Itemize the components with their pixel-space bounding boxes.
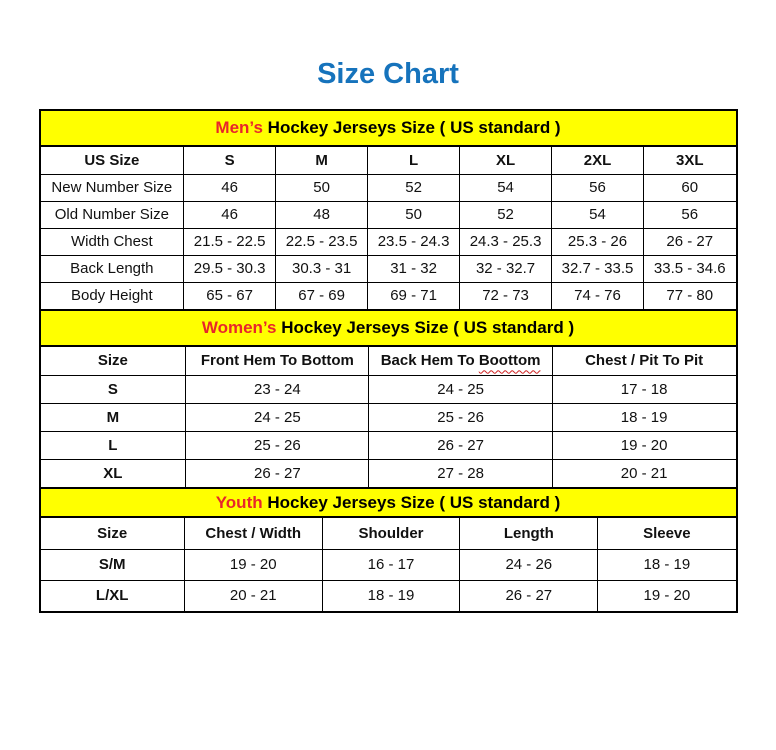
row-label: L — [41, 431, 186, 459]
column-header: Back Hem To Boottom — [369, 347, 552, 375]
mens-section — [39, 109, 738, 311]
cell: 52 — [368, 174, 460, 201]
womens-size-table — [41, 347, 736, 487]
row-label: Old Number Size — [41, 201, 184, 228]
cell: 29.5 - 30.3 — [184, 255, 276, 282]
cell: 19 - 20 — [552, 431, 735, 459]
cell: 17 - 18 — [552, 375, 735, 403]
column-header: Shoulder — [322, 518, 460, 549]
cell: 24 - 26 — [460, 549, 598, 580]
table-row — [41, 580, 736, 611]
cell: 46 — [184, 174, 276, 201]
table-row — [41, 174, 736, 201]
youth-section — [39, 489, 738, 613]
table-row — [41, 549, 736, 580]
cell: 50 — [276, 174, 368, 201]
column-header: Size — [41, 518, 185, 549]
cell: 54 — [460, 174, 552, 201]
cell: 77 - 80 — [644, 282, 736, 309]
cell: 18 - 19 — [322, 580, 460, 611]
row-label: M — [41, 403, 186, 431]
cell: 26 - 27 — [369, 431, 552, 459]
cell: 33.5 - 34.6 — [644, 255, 736, 282]
table-row — [41, 282, 736, 309]
table-row — [41, 255, 736, 282]
cell: 56 — [644, 201, 736, 228]
cell: 20 - 21 — [184, 580, 322, 611]
column-header: S — [184, 147, 276, 174]
column-header: Chest / Width — [184, 518, 322, 549]
womens-section-title — [41, 311, 736, 347]
cell: 46 — [184, 201, 276, 228]
womens-header-row — [41, 347, 736, 375]
youth-section-title — [41, 489, 736, 518]
cell: 25.3 - 26 — [552, 228, 644, 255]
column-header: 3XL — [644, 147, 736, 174]
cell: 25 - 26 — [186, 431, 369, 459]
row-label: L/XL — [41, 580, 185, 611]
cell: 18 - 19 — [552, 403, 735, 431]
cell: 25 - 26 — [369, 403, 552, 431]
mens-title-rest: Hockey Jerseys Size ( US standard ) — [262, 118, 561, 137]
column-header: Chest / Pit To Pit — [552, 347, 735, 375]
cell: 24 - 25 — [186, 403, 369, 431]
cell: 56 — [552, 174, 644, 201]
size-chart-page — [0, 58, 776, 613]
youth-size-table — [41, 518, 736, 611]
cell: 23.5 - 24.3 — [368, 228, 460, 255]
table-row — [41, 431, 736, 459]
cell: 67 - 69 — [276, 282, 368, 309]
cell: 30.3 - 31 — [276, 255, 368, 282]
cell: 19 - 20 — [184, 549, 322, 580]
youth-header-row — [41, 518, 736, 549]
cell: 24.3 - 25.3 — [460, 228, 552, 255]
mens-section-title — [41, 111, 736, 147]
cell: 23 - 24 — [186, 375, 369, 403]
row-label: Body Height — [41, 282, 184, 309]
mens-size-table — [41, 147, 736, 309]
column-header: 2XL — [552, 147, 644, 174]
cell: 22.5 - 23.5 — [276, 228, 368, 255]
womens-section — [39, 311, 738, 489]
column-header: Front Hem To Bottom — [186, 347, 369, 375]
column-header: Size — [41, 347, 186, 375]
page-title: Size Chart — [317, 58, 459, 90]
youth-title-rest: Hockey Jerseys Size ( US standard ) — [262, 492, 561, 512]
cell: 31 - 32 — [368, 255, 460, 282]
table-row — [41, 459, 736, 487]
row-label: S — [41, 375, 186, 403]
cell: 48 — [276, 201, 368, 228]
womens-title-accent: Women’s — [201, 318, 277, 337]
row-label: Width Chest — [41, 228, 184, 255]
mens-title-accent: Men’s — [215, 118, 263, 137]
cell: 26 - 27 — [460, 580, 598, 611]
table-row — [41, 375, 736, 403]
cell: 18 - 19 — [598, 549, 736, 580]
cell: 52 — [460, 201, 552, 228]
table-row — [41, 201, 736, 228]
cell: 74 - 76 — [552, 282, 644, 309]
cell: 26 - 27 — [186, 459, 369, 487]
size-chart-tables — [39, 109, 738, 613]
cell: 27 - 28 — [369, 459, 552, 487]
cell: 20 - 21 — [552, 459, 735, 487]
cell: 69 - 71 — [368, 282, 460, 309]
table-row — [41, 228, 736, 255]
column-header: Sleeve — [598, 518, 736, 549]
cell: 65 - 67 — [184, 282, 276, 309]
mens-header-row — [41, 147, 736, 174]
cell: 16 - 17 — [322, 549, 460, 580]
youth-title-accent: Youth — [215, 492, 263, 512]
row-label: Back Length — [41, 255, 184, 282]
cell: 19 - 20 — [598, 580, 736, 611]
row-label: New Number Size — [41, 174, 184, 201]
cell: 72 - 73 — [460, 282, 552, 309]
womens-title-rest: Hockey Jerseys Size ( US standard ) — [276, 318, 575, 337]
table-row — [41, 403, 736, 431]
cell: 26 - 27 — [644, 228, 736, 255]
column-header: Length — [460, 518, 598, 549]
cell: 32.7 - 33.5 — [552, 255, 644, 282]
cell: 54 — [552, 201, 644, 228]
column-header: XL — [460, 147, 552, 174]
cell: 21.5 - 22.5 — [184, 228, 276, 255]
cell: 32 - 32.7 — [460, 255, 552, 282]
column-header: M — [276, 147, 368, 174]
cell: 24 - 25 — [369, 375, 552, 403]
column-header: L — [368, 147, 460, 174]
row-label: S/M — [41, 549, 185, 580]
column-header: US Size — [41, 147, 184, 174]
cell: 50 — [368, 201, 460, 228]
cell: 60 — [644, 174, 736, 201]
misspelled-word: Boottom — [478, 352, 541, 370]
row-label: XL — [41, 459, 186, 487]
